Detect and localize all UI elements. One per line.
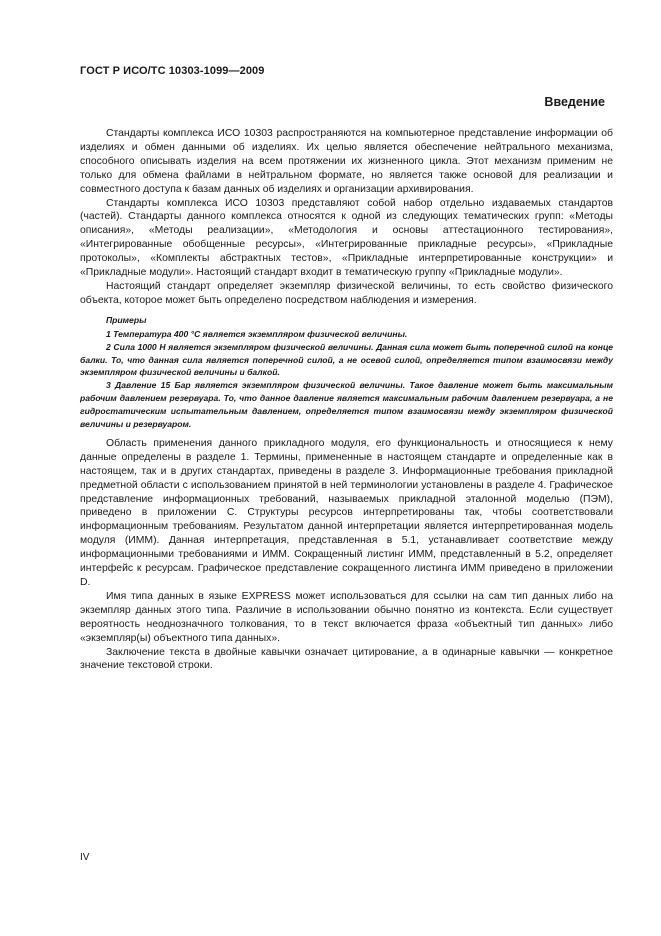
examples-block (80, 314, 613, 431)
page-number: IV (80, 852, 90, 863)
document-body (80, 127, 613, 673)
document-header: ГОСТ Р ИСО/ТС 10303-1099—2009 (80, 65, 265, 77)
examples-heading: Примеры (106, 314, 147, 325)
paragraph: Заключение текста в двойные кавычки означает цитирование, а в одинарные кавычки — конкретное значение текстовой строки. (80, 646, 613, 672)
example-item: 3 Давление 15 Бар является экземпляром физической величины. Такое давление может быть максимальным рабочим давлением резервуара. То, что данное давление является максимальным рабочим давлением резервуара, а не гидростатическим испытательным давлением, определяется типом взаимосвязи между экземпляром физической величины и резервуаром. (80, 380, 613, 430)
paragraph: Настоящий стандарт определяет экземпляр физической величины, то есть свойство физического объекта, которое может быть определено посредством наблюдения и измерения. (80, 280, 613, 306)
paragraph: Область применения данного прикладного модуля, его функциональность и относящиеся к нему данные определены в разделе 1. Термины, примененные в настоящем стандарте и определенные как в настоящем, так и в других стандартах, приведены в разделе 3. Информационные требования прикладной предметной области с использованием принятой в ней терминологии установлены в разделе 4. Графическое представление информационных требований, называемых прикладной эталонной моделью (ПЭМ), приведено в приложении С. Структуры ресурсов интерпретированы так, чтобы соответствовали информационным требованиям. Результатом данной интерпретации является интерпретированная модель модуля (ИММ). Данная интерпретация, представленная в 5.1, устанавливает соответствие между информационными требованиями и ИММ. Сокращенный листинг ИММ, представленный в 5.2, определяет интерфейс к ресурсам. Графическое представление сокращенного листинга ИММ приведено в приложении D. (80, 437, 613, 588)
paragraph: Имя типа данных в языке EXPRESS может использоваться для ссылки на сам тип данных либо на экземпляр данных этого типа. Различие в использовании обычно понятно из контекста. Если существует вероятность неоднозначного толкования, то в текст включается фраза «объектный тип данных» либо «экземпляр(ы) объектного типа данных». (80, 590, 613, 644)
paragraph: Стандарты комплекса ИСО 10303 распространяются на компьютерное представление информации об изделиях и обмен данными об изделиях. Их целью является обеспечение нейтрального механизма, способного описывать изделия на всем протяжении их жизненного цикла. Этот механизм применим не только для обмена файлами в нейтральном формате, но является также основой для реализации и совместного доступа к базам данных об изделиях и организации архивирования. (80, 128, 613, 195)
example-item: 2 Сила 1000 Н является экземпляром физической величины. Данная сила может быть поперечной силой на конце балки. То, что данная сила является поперечной силой, а не осевой силой, определяется типом взаимосвязи между экземпляром физической величины и балкой. (80, 341, 613, 378)
example-item: 1 Температура 400 °С является экземпляром физической величины. (106, 328, 408, 339)
paragraph: Стандарты комплекса ИСО 10303 представляют собой набор отдельно издаваемых стандартов (частей). Стандарты данного комплекса относятся к одной из следующих тематических групп: «Методы описания», «Методы реализации», «Методология и основы аттестационного тестирования», «Интегрированные обобщенные ресурсы», «Интегрированные прикладные ресурсы», «Прикладные протоколы», «Комплекты абстрактных тестов», «Прикладные интерпретированные конструкции» и «Прикладные модули». Настоящий стандарт входит в тематическую группу «Прикладные модули». (80, 197, 613, 279)
section-title: Введение (544, 95, 605, 109)
